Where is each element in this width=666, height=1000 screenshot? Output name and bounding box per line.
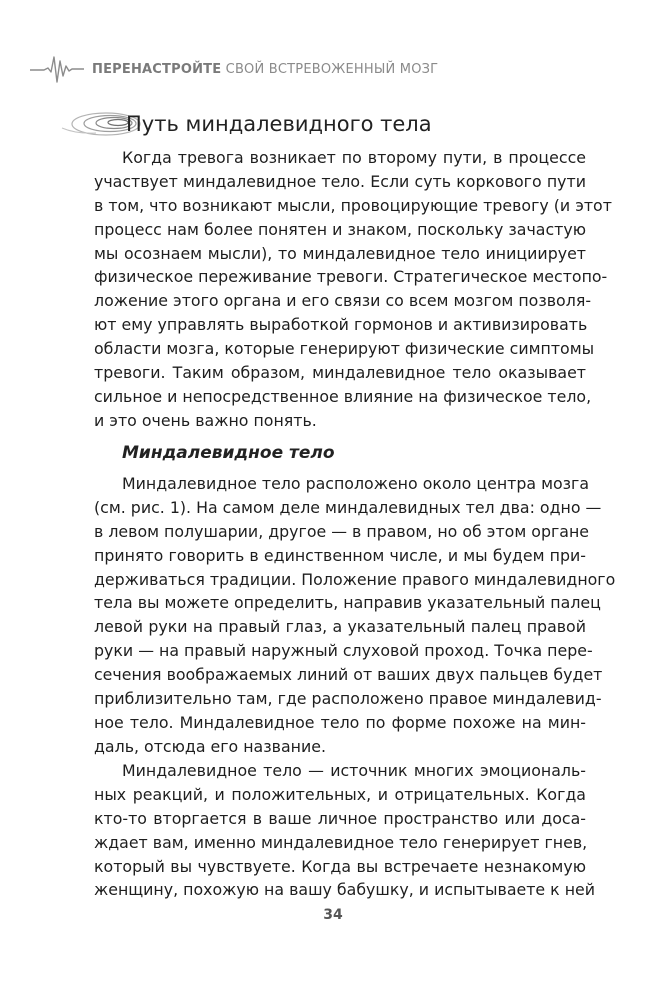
text-line: принято говорить в единственном числе, и мы будем при- xyxy=(94,545,586,565)
text-line: и это очень важно понять. xyxy=(94,410,317,430)
text-line: женщину, похожую на вашу бабушку, и испытываете к ней xyxy=(94,880,596,900)
text-line: который вы чувствуете. Когда вы встречаете незнакомую xyxy=(94,856,586,876)
paragraph-amygdala-location xyxy=(94,472,616,759)
text-line: мы осознаем мысли), то миндалевидное тело инициирует xyxy=(94,243,586,263)
text-line: кто-то вторгается в ваше личное пространство или доса- xyxy=(94,808,586,828)
text-line: Миндалевидное тело расположено около центра мозга xyxy=(122,474,590,493)
text-line: в левом полушарии, другое — в правом, но об этом органе xyxy=(94,521,589,541)
text-line: ных реакций, и положительных, и отрицательных. Когда xyxy=(94,784,586,804)
text-line: Миндалевидное тело — источник многих эмоциональ- xyxy=(122,761,586,780)
text-line: области мозга, которые генерируют физические симптомы xyxy=(94,339,595,359)
text-line: ждает вам, именно миндалевидное тело генерирует гнев, xyxy=(94,832,588,852)
text-line: приблизительно там, где расположено правое миндалевид- xyxy=(94,689,602,709)
text-line: руки — на правый наружный слуховой проход. Точка пере- xyxy=(94,641,593,661)
text-line: тела вы можете определить, направив указательный палец xyxy=(94,593,601,613)
section-title: Путь миндалевидного тела xyxy=(126,112,432,136)
running-header-title-bold: ПЕРЕНАСТРОЙТЕ xyxy=(92,61,222,77)
text-line: (см. рис. 1). На самом деле миндалевидных тел два: одно — xyxy=(94,497,602,517)
running-header-title xyxy=(92,62,438,77)
text-line: держиваться традиции. Положение правого миндалевидного xyxy=(94,569,616,589)
heartbeat-wave-icon xyxy=(30,52,84,86)
text-line: физическое переживание тревоги. Стратегическое местопо- xyxy=(94,267,608,287)
paragraph-corkovy-path xyxy=(94,146,612,433)
text-line: процесс нам более понятен и знаком, поскольку зачастую xyxy=(94,219,586,239)
page-number: 34 xyxy=(323,907,343,923)
text-line: Когда тревога возникает по второму пути, в процессе xyxy=(122,148,586,167)
text-line: левой руки на правый глаз, а указательный палец правой xyxy=(94,617,586,637)
running-header xyxy=(30,52,438,86)
text-line: ложение этого органа и его связи со всем мозгом позволя- xyxy=(94,291,592,311)
paragraph-amygdala-emotions xyxy=(94,759,596,902)
running-header-title-rest: СВОЙ ВСТРЕВОЖЕННЫЙ МОЗГ xyxy=(221,61,439,77)
text-line: в том, что возникают мысли, провоцирующие тревогу (и этот xyxy=(94,195,612,215)
text-line: ют ему управлять выработкой гормонов и активизировать xyxy=(94,315,588,335)
text-line: участвует миндалевидное тело. Если суть коркового пути xyxy=(94,171,586,191)
text-line: тревоги. Таким образом, миндалевидное тело оказывает xyxy=(94,363,586,383)
section-heading xyxy=(56,102,432,146)
text-line: даль, отсюда его название. xyxy=(94,736,326,756)
text-line: сильное и непосредственное влияние на физическое тело, xyxy=(94,386,592,406)
text-line: ное тело. Миндалевидное тело по форме похоже на мин- xyxy=(94,712,586,732)
subheading: Миндалевидное тело xyxy=(122,443,335,463)
text-line: сечения воображаемых линий от ваших двух пальцев будет xyxy=(94,665,603,685)
